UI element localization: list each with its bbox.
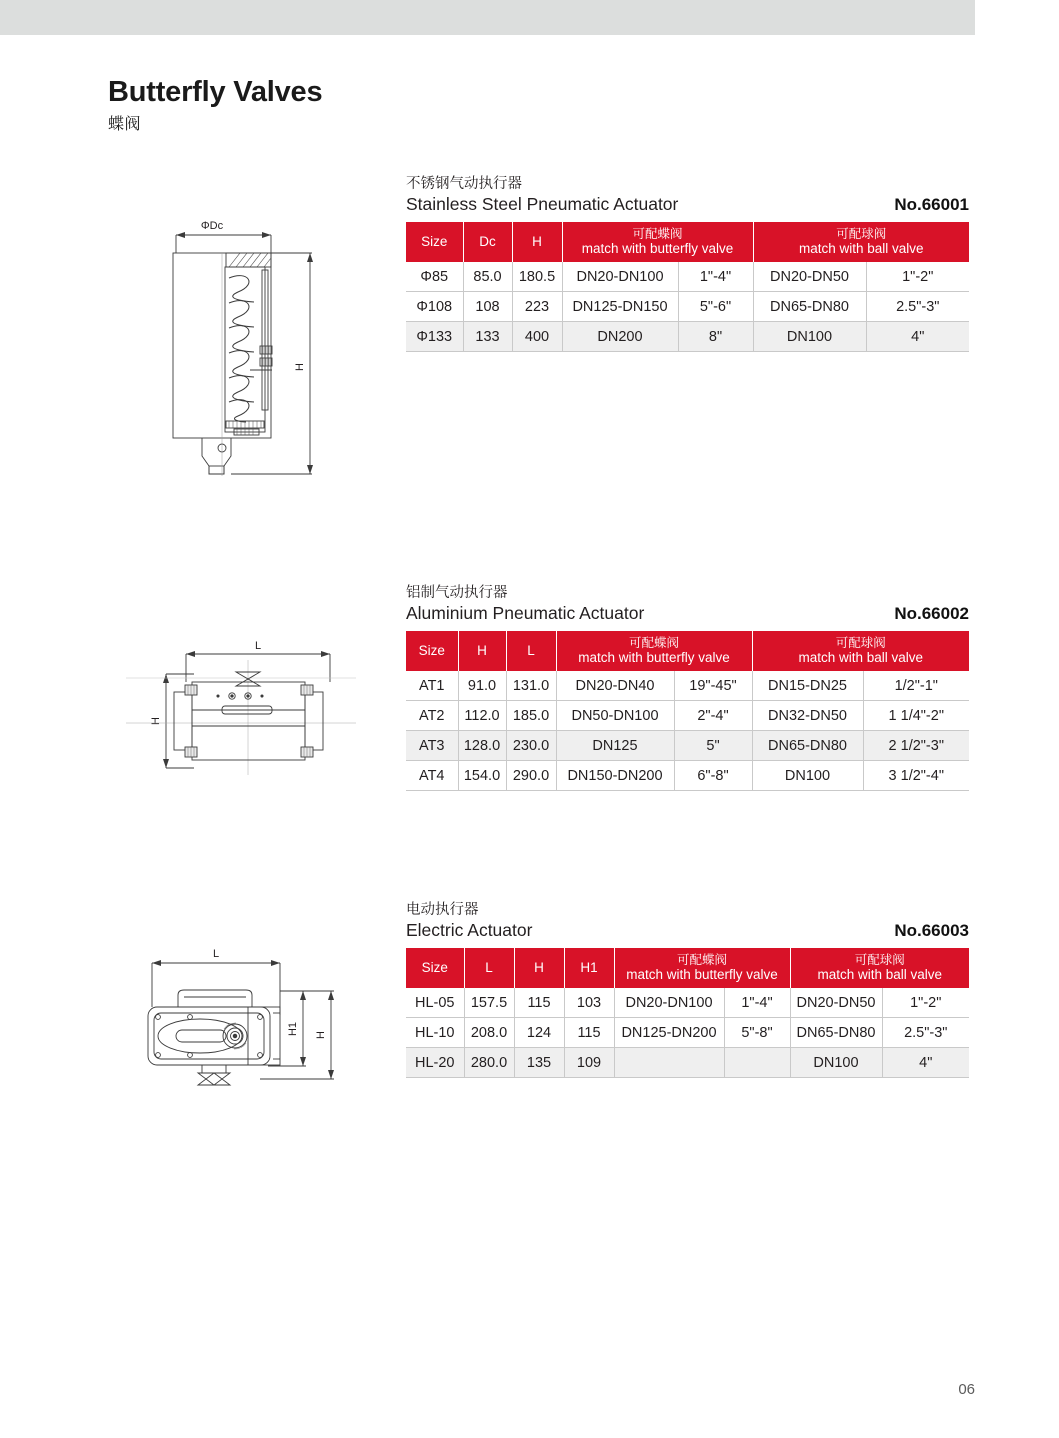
cell-ball-dn: DN65-DN80 xyxy=(790,1018,882,1048)
section-title-english: Electric Actuator xyxy=(406,920,533,940)
section-header xyxy=(406,585,969,624)
table-header-row xyxy=(406,631,969,671)
col-size: Size xyxy=(406,631,458,671)
cell-dc: 108 xyxy=(463,292,512,322)
cell-butterfly-dn: DN125 xyxy=(556,731,674,761)
col-match-butterfly-valve: 可配蝶阀 match with butterfly valve xyxy=(614,948,790,988)
cell-size: AT1 xyxy=(406,671,458,701)
cell-ball-inch: 2 1/2"-3" xyxy=(863,731,969,761)
col-l: L xyxy=(506,631,556,671)
svg-text:H: H xyxy=(294,363,306,371)
col-match-ball-valve: 可配球阀 match with ball valve xyxy=(790,948,969,988)
col-h1: H1 xyxy=(564,948,614,988)
table-header-row xyxy=(406,948,969,988)
cell-h1: 115 xyxy=(564,1018,614,1048)
spec-table-66003 xyxy=(406,948,969,1078)
stainless-steel-pneumatic-actuator-drawing xyxy=(150,208,340,488)
section-title-chinese: 铝制气动执行器 xyxy=(406,585,508,601)
cell-size: Φ133 xyxy=(406,322,463,352)
table-row xyxy=(406,731,969,761)
spec-table-66001 xyxy=(406,222,969,352)
col-size: Size xyxy=(406,948,464,988)
cell-ball-dn: DN65-DN80 xyxy=(753,292,866,322)
svg-text:H1: H1 xyxy=(287,1021,299,1037)
cell-butterfly-inch: 6"-8" xyxy=(674,761,752,791)
cell-butterfly-dn xyxy=(614,1048,724,1078)
section-model-number: No.66001 xyxy=(894,195,969,214)
section-title-chinese: 不锈钢气动执行器 xyxy=(406,176,522,192)
cell-butterfly-dn: DN20-DN100 xyxy=(614,988,724,1018)
cell-dc: 85.0 xyxy=(463,262,512,292)
cell-butterfly-inch: 1"-4" xyxy=(724,988,790,1018)
svg-text:H: H xyxy=(315,1031,327,1039)
cell-butterfly-dn: DN125-DN150 xyxy=(562,292,678,322)
svg-text:ΦDc: ΦDc xyxy=(200,220,224,232)
table-row xyxy=(406,322,969,352)
table-row xyxy=(406,701,969,731)
cell-ball-dn: DN65-DN80 xyxy=(752,731,863,761)
section-stainless-steel-pneumatic-actuator xyxy=(406,176,969,352)
cell-size: HL-20 xyxy=(406,1048,464,1078)
cell-h: 124 xyxy=(514,1018,564,1048)
section-title-chinese: 电动执行器 xyxy=(406,902,479,918)
cell-l: 185.0 xyxy=(506,701,556,731)
cell-butterfly-dn: DN125-DN200 xyxy=(614,1018,724,1048)
cell-butterfly-dn: DN20-DN100 xyxy=(562,262,678,292)
cell-l: 131.0 xyxy=(506,671,556,701)
table-row xyxy=(406,1018,969,1048)
cell-ball-dn: DN100 xyxy=(752,761,863,791)
cell-butterfly-inch: 1"-4" xyxy=(678,262,753,292)
col-dc: Dc xyxy=(463,222,512,262)
table-row xyxy=(406,262,969,292)
page-title-chinese: 蝶阀 xyxy=(108,116,142,133)
col-h: H xyxy=(512,222,562,262)
cell-ball-dn: DN20-DN50 xyxy=(790,988,882,1018)
cell-ball-inch: 1"-2" xyxy=(882,988,969,1018)
cell-h1: 103 xyxy=(564,988,614,1018)
cell-size: AT3 xyxy=(406,731,458,761)
cell-ball-dn: DN15-DN25 xyxy=(752,671,863,701)
cell-ball-inch: 2.5"-3" xyxy=(866,292,969,322)
cell-butterfly-inch: 2"-4" xyxy=(674,701,752,731)
section-model-number: No.66003 xyxy=(894,921,969,940)
table-row xyxy=(406,671,969,701)
page-title-block xyxy=(108,76,322,134)
col-l: L xyxy=(464,948,514,988)
cell-h: 223 xyxy=(512,292,562,322)
cell-ball-dn: DN100 xyxy=(753,322,866,352)
cell-size: HL-05 xyxy=(406,988,464,1018)
cell-ball-inch: 4" xyxy=(866,322,969,352)
cell-l: 290.0 xyxy=(506,761,556,791)
table-row xyxy=(406,292,969,322)
cell-h1: 109 xyxy=(564,1048,614,1078)
table-row xyxy=(406,988,969,1018)
page-number: 06 xyxy=(958,1381,975,1398)
cell-ball-inch: 4" xyxy=(882,1048,969,1078)
cell-butterfly-dn: DN200 xyxy=(562,322,678,352)
table-header-row xyxy=(406,222,969,262)
cell-butterfly-dn: DN50-DN100 xyxy=(556,701,674,731)
spec-table-66002 xyxy=(406,631,969,791)
cell-h: 180.5 xyxy=(512,262,562,292)
cell-ball-inch: 2.5"-3" xyxy=(882,1018,969,1048)
cell-size: HL-10 xyxy=(406,1018,464,1048)
cell-butterfly-inch: 8" xyxy=(678,322,753,352)
svg-text:L: L xyxy=(254,640,262,652)
section-aluminium-pneumatic-actuator xyxy=(406,585,969,791)
cell-l: 280.0 xyxy=(464,1048,514,1078)
top-decorative-band xyxy=(0,0,975,35)
section-title-english: Stainless Steel Pneumatic Actuator xyxy=(406,194,679,214)
cell-ball-dn: DN32-DN50 xyxy=(752,701,863,731)
section-title-english: Aluminium Pneumatic Actuator xyxy=(406,603,645,623)
table-row xyxy=(406,1048,969,1078)
cell-butterfly-dn: DN20-DN40 xyxy=(556,671,674,701)
cell-ball-inch: 1/2"-1" xyxy=(863,671,969,701)
col-match-ball-valve: 可配球阀 match with ball valve xyxy=(752,631,969,671)
electric-actuator-drawing xyxy=(140,935,365,1095)
svg-text:L: L xyxy=(212,948,220,960)
cell-ball-dn: DN100 xyxy=(790,1048,882,1078)
cell-ball-inch: 3 1/2"-4" xyxy=(863,761,969,791)
cell-h: 112.0 xyxy=(458,701,506,731)
col-h: H xyxy=(458,631,506,671)
cell-l: 230.0 xyxy=(506,731,556,761)
col-match-butterfly-valve: 可配蝶阀 match with butterfly valve xyxy=(556,631,752,671)
cell-h: 154.0 xyxy=(458,761,506,791)
svg-text:H: H xyxy=(150,717,162,725)
aluminium-pneumatic-actuator-drawing xyxy=(126,630,356,780)
cell-size: Φ108 xyxy=(406,292,463,322)
cell-butterfly-dn: DN150-DN200 xyxy=(556,761,674,791)
page-title: Butterfly Valves xyxy=(108,76,323,108)
cell-l: 208.0 xyxy=(464,1018,514,1048)
cell-butterfly-inch: 19"-45" xyxy=(674,671,752,701)
cell-butterfly-inch: 5"-6" xyxy=(678,292,753,322)
cell-l: 157.5 xyxy=(464,988,514,1018)
col-size: Size xyxy=(406,222,463,262)
cell-size: AT4 xyxy=(406,761,458,791)
col-match-ball-valve: 可配球阀 match with ball valve xyxy=(753,222,969,262)
cell-h: 135 xyxy=(514,1048,564,1078)
cell-ball-inch: 1"-2" xyxy=(866,262,969,292)
cell-butterfly-inch xyxy=(724,1048,790,1078)
cell-h: 400 xyxy=(512,322,562,352)
cell-size: AT2 xyxy=(406,701,458,731)
section-electric-actuator xyxy=(406,902,969,1078)
col-h: H xyxy=(514,948,564,988)
cell-h: 115 xyxy=(514,988,564,1018)
cell-size: Φ85 xyxy=(406,262,463,292)
section-model-number: No.66002 xyxy=(894,604,969,623)
col-match-butterfly-valve: 可配蝶阀 match with butterfly valve xyxy=(562,222,753,262)
cell-butterfly-inch: 5"-8" xyxy=(724,1018,790,1048)
section-header xyxy=(406,176,969,215)
cell-h: 91.0 xyxy=(458,671,506,701)
cell-ball-inch: 1 1/4"-2" xyxy=(863,701,969,731)
table-row xyxy=(406,761,969,791)
cell-butterfly-inch: 5" xyxy=(674,731,752,761)
cell-ball-dn: DN20-DN50 xyxy=(753,262,866,292)
cell-dc: 133 xyxy=(463,322,512,352)
cell-h: 128.0 xyxy=(458,731,506,761)
section-header xyxy=(406,902,969,941)
